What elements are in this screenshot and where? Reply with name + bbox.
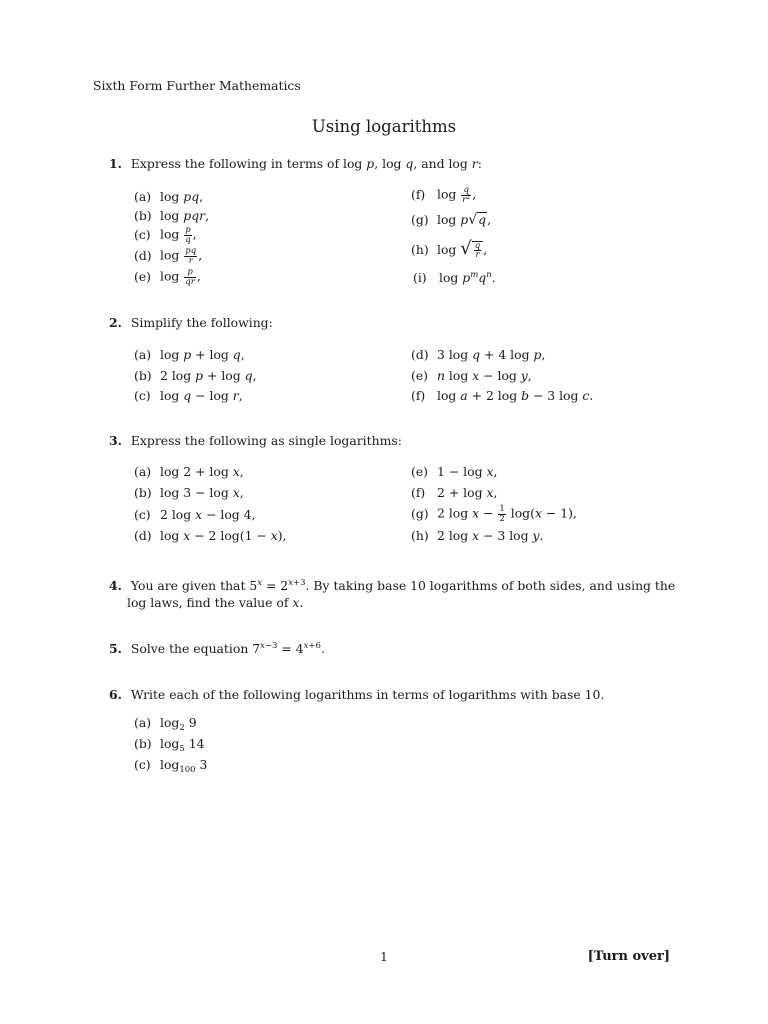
question-text: Express the following in terms of log p, log q, and log r:	[130, 156, 482, 171]
question-text: You are given that $5^x = 2^{x+3}$. By taking base 10 logarithms of both sides, and using the	[130, 578, 676, 593]
q6-part-a: (a) $\log_2 9$	[134, 715, 197, 733]
q3-part-g: (g) 2 log x − $\frac{1}{2}$ log(x − 1),	[411, 504, 577, 524]
question-number: 3.	[109, 433, 122, 448]
q3-part-c: (c) 2 log x − log 4,	[134, 507, 256, 522]
question-number: 5.	[109, 641, 122, 656]
question-text: Solve the equation $7^{x-3} = 4^{x+6}$.	[130, 641, 325, 656]
question-4-continued: log laws, find the value of x.	[127, 595, 304, 610]
page-title: Using logarithms	[311, 117, 457, 136]
turn-over-label: [Turn over]	[587, 949, 670, 964]
q1-part-h: (h) log √ $\frac{q}{r}$ ,	[411, 238, 488, 260]
q2-part-d: (d) 3 log q + 4 log p,	[411, 347, 546, 362]
q3-part-a: (a) log 2 + log x,	[134, 464, 244, 479]
q2-part-c: (c) log q − log r,	[134, 388, 243, 403]
q3-part-d: (d) log x − 2 log(1 − x),	[134, 528, 287, 543]
q2-part-b: (b) 2 log p + log q,	[134, 368, 257, 383]
q6-part-c: (c) $\log_{100} 3$	[134, 757, 208, 775]
question-text: Simplify the following:	[130, 315, 273, 330]
question-text: Write each of the following logarithms in terms of logarithms with base 10.	[130, 687, 605, 702]
q1-part-f: (f) log $\frac{q}{r^2}$ ,	[411, 185, 477, 205]
question-4	[109, 578, 675, 593]
q6-part-b: (b) $\log_5 14$	[134, 736, 205, 754]
q1-part-g: (g) log p√q,	[411, 212, 492, 228]
question-text: Express the following as single logarithms:	[130, 433, 402, 448]
question-number: 6.	[109, 687, 122, 702]
page-number: 1	[380, 949, 388, 964]
q1-part-e: (e) log $\frac{p}{qr}$ ,	[134, 267, 201, 287]
q3-part-h: (h) 2 log x − 3 log y.	[411, 528, 544, 543]
question-2	[109, 315, 273, 330]
question-5	[109, 641, 325, 656]
q1-part-i: (i) $\log p^mq^n$.	[413, 270, 496, 285]
question-number: 2.	[109, 315, 122, 330]
question-6	[109, 687, 604, 702]
course-header: Sixth Form Further Mathematics	[93, 78, 301, 93]
q1-part-d: (d) log $\frac{pq}{r}$ ,	[134, 246, 203, 266]
q2-part-a: (a) log p + log q,	[134, 347, 245, 362]
question-1	[109, 156, 482, 171]
question-3	[109, 433, 402, 448]
q1-part-c: (c) log $\frac{p}{q}$ ,	[134, 225, 197, 245]
q3-part-b: (b) log 3 − log x,	[134, 485, 244, 500]
q2-part-f: (f) log a + 2 log b − 3 log c.	[411, 388, 594, 403]
q1-part-a: (a) log pq,	[134, 189, 204, 204]
q1-part-b: (b) log pqr,	[134, 208, 210, 223]
q2-part-e: (e) n log x − log y,	[411, 368, 532, 383]
question-number: 4.	[109, 578, 122, 593]
q3-part-f: (f) 2 + log x,	[411, 485, 498, 500]
question-number: 1.	[109, 156, 122, 171]
q3-part-e: (e) 1 − log x,	[411, 464, 498, 479]
